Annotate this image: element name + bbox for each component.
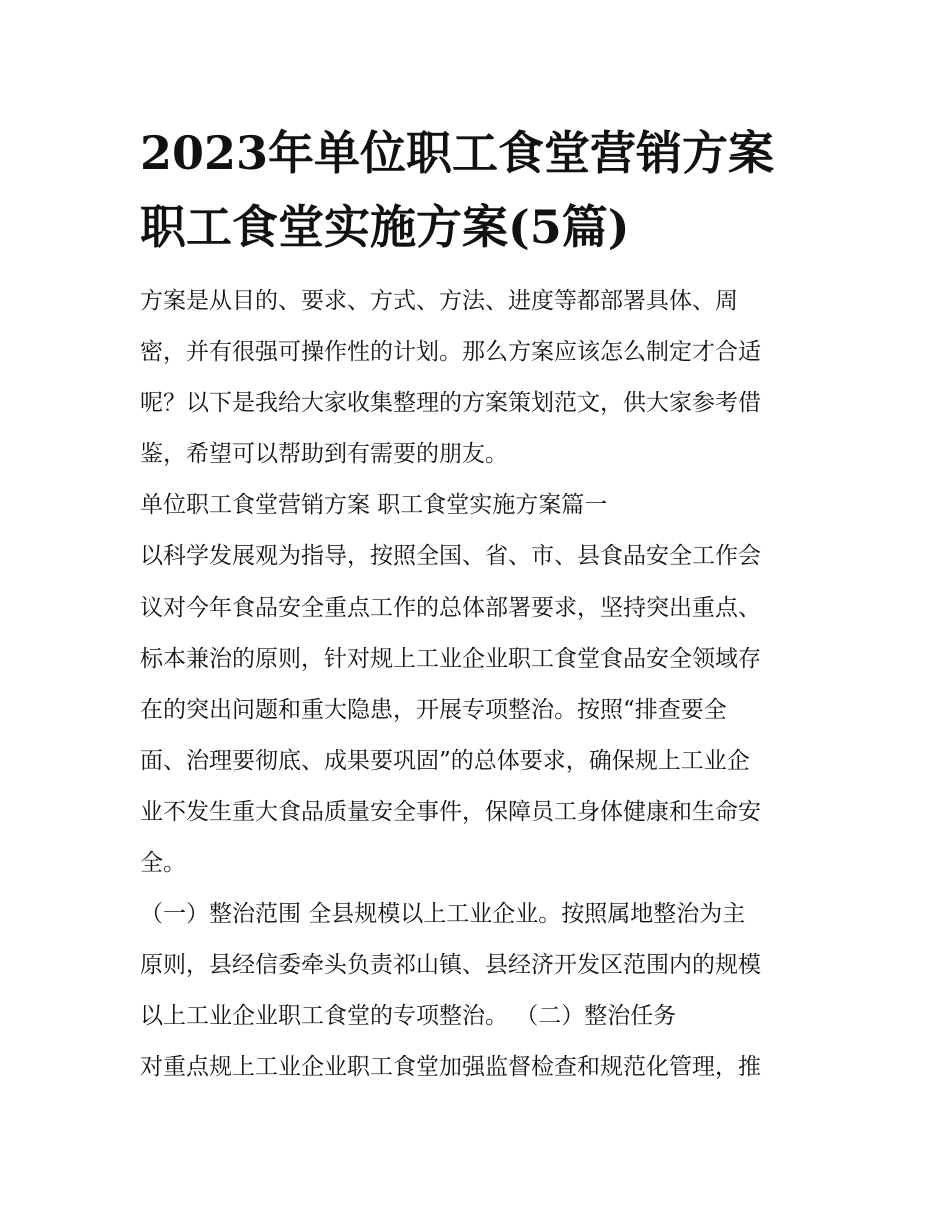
paragraph-line: 全。 [140, 850, 186, 877]
title-line: 职工食堂实施方案(5篇) [140, 200, 630, 254]
paragraph-line: 以科学发展观为指导，按照全国、省、市、县食品安全工作会 [140, 543, 761, 570]
document-body [140, 276, 830, 1094]
paragraph-line: 在的突出问题和重大隐患，开展专项整治。按照“排查要全 [140, 696, 727, 723]
title-line: 2023年单位职工食堂营销方案 [140, 126, 775, 180]
intro-line: 呢？以下是我给大家收集整理的方案策划范文，供大家参考借 [140, 390, 761, 417]
paragraph-line: 原则，县经信委牵头负责祁山镇、县经济开发区范围内的规模 [140, 952, 761, 979]
paragraph-line: 以上工业企业职工食堂的专项整治。 （二）整治任务 [140, 1003, 677, 1030]
paragraph-line: 业不发生重大食品质量安全事件，保障员工身体健康和生命安 [140, 798, 761, 825]
paragraph-line: 对重点规上工业企业职工食堂加强监督检查和规范化管理，推 [140, 1054, 761, 1081]
section-heading: 单位职工食堂营销方案 职工食堂实施方案篇一 [140, 492, 608, 519]
paragraph-line: 面、治理要彻底、成果要巩固”的总体要求，确保规上工业企 [140, 747, 750, 774]
paragraph-line: 标本兼治的原则，针对规上工业企业职工食堂食品安全领域存 [140, 645, 761, 672]
intro-line: 鉴，希望可以帮助到有需要的朋友。 [140, 441, 508, 468]
intro-line: 方案是从目的、要求、方式、方法、进度等都部署具体、周 [140, 288, 738, 314]
document-title [140, 116, 830, 264]
intro-line: 密，并有很强可操作性的计划。那么方案应该怎么制定才合适 [140, 339, 761, 366]
paragraph-line: 议对今年食品安全重点工作的总体部署要求，坚持突出重点、 [140, 594, 761, 621]
paragraph-line: （一）整治范围 全县规模以上工业企业。按照属地整治为主 [140, 901, 746, 928]
